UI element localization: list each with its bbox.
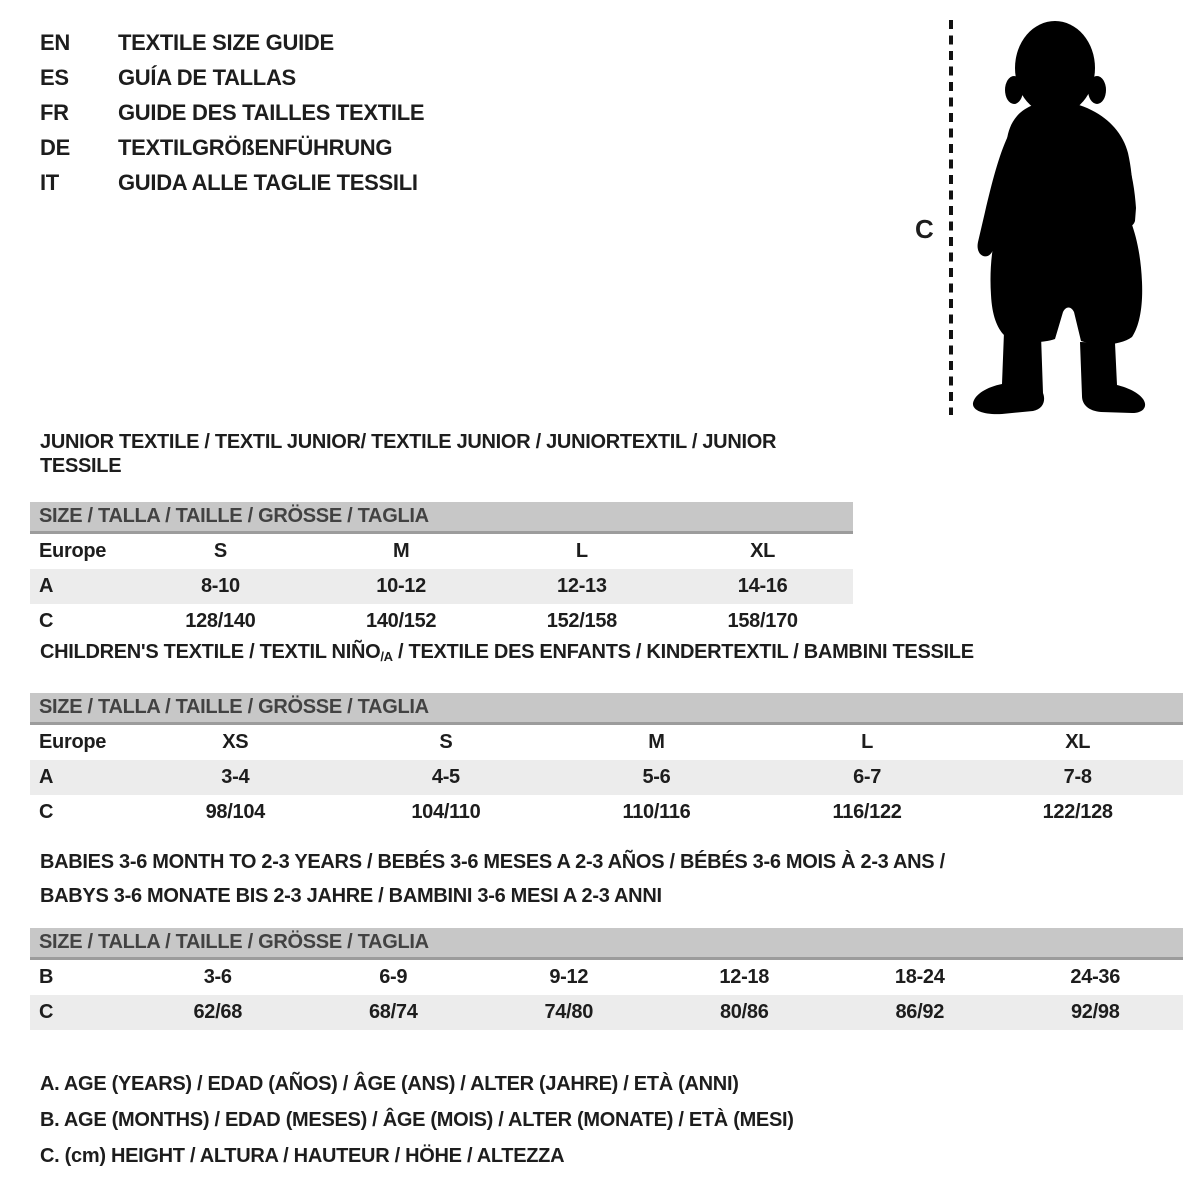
- size-cell: 5-6: [642, 766, 671, 788]
- size-cell: M: [392, 540, 410, 562]
- size-cell: 10-12: [376, 575, 426, 597]
- lang-title: TEXTILGRÖßENFÜHRUNG: [118, 135, 393, 160]
- junior-table-title: JUNIOR TEXTILE / TEXTIL JUNIOR/ TEXTILE JUNIOR / JUNIORTEXTIL / JUNIOR TESSILE: [40, 431, 777, 477]
- size-cell: 128/140: [185, 610, 256, 632]
- row-label: A: [39, 575, 54, 597]
- size-cell: 86/92: [895, 1001, 945, 1023]
- size-cell: 116/122: [832, 801, 902, 823]
- row-label: C: [39, 610, 54, 632]
- toddler-silhouette-icon: [905, 10, 1150, 422]
- size-cell: 4-5: [431, 766, 460, 788]
- size-cell: 122/128: [1042, 801, 1113, 823]
- table-row: [30, 995, 1183, 1030]
- babies-table-title: [40, 845, 1183, 913]
- size-header-bar: SIZE / TALLA / TAILLE / GRÖSSE / TAGLIA: [30, 502, 853, 534]
- lang-code: IT: [40, 170, 59, 195]
- row-label: Europe: [39, 731, 107, 753]
- size-cell: 74/80: [544, 1001, 594, 1023]
- size-header-bar: SIZE / TALLA / TAILLE / GRÖSSE / TAGLIA: [30, 693, 1183, 725]
- table-row: [30, 795, 1183, 830]
- size-cell: S: [213, 540, 227, 562]
- size-cell: 8-10: [200, 575, 240, 597]
- row-label: A: [39, 766, 54, 788]
- size-cell: 7-8: [1063, 766, 1092, 788]
- language-title-list: [40, 32, 424, 194]
- size-cell: 80/86: [719, 1001, 769, 1023]
- lang-code: FR: [40, 100, 69, 125]
- row-label: C: [39, 801, 54, 823]
- title-line: BABIES 3-6 MONTH TO 2-3 YEARS / BEBÉS 3-6 MESES A 2-3 AÑOS / BÉBÉS 3-6 MOIS À 2-3 ANS /: [40, 851, 945, 873]
- size-cell: 3-6: [203, 966, 232, 988]
- lang-title: TEXTILE SIZE GUIDE: [118, 30, 334, 55]
- title-text: / TEXTILE DES ENFANTS / KINDERTEXTIL / BAMBINI TESSILE: [392, 641, 974, 663]
- size-cell: 12-18: [719, 966, 770, 988]
- row-label: B: [39, 966, 54, 988]
- height-c-label: C: [915, 214, 934, 244]
- lang-title: GUIDE DES TAILLES TEXTILE: [118, 100, 425, 125]
- size-cell: L: [861, 731, 874, 753]
- size-cell: 104/110: [411, 801, 481, 823]
- title-text: CHILDREN'S TEXTILE / TEXTIL NIÑO: [40, 641, 381, 663]
- size-cell: 12-13: [557, 575, 607, 597]
- table-row: [30, 569, 853, 604]
- size-cell: 98/104: [205, 801, 265, 823]
- size-cell: 68/74: [368, 1001, 418, 1023]
- size-header-bar: SIZE / TALLA / TAILLE / GRÖSSE / TAGLIA: [30, 928, 1183, 960]
- size-cell: XL: [1065, 731, 1091, 753]
- lang-code: EN: [40, 30, 70, 55]
- table-row: [30, 725, 1183, 760]
- legend: [40, 1066, 794, 1174]
- row-label: C: [39, 1001, 54, 1023]
- junior-table-section: [30, 430, 853, 639]
- lang-code: ES: [40, 65, 69, 90]
- size-cell: 140/152: [366, 610, 437, 632]
- size-cell: 92/98: [1070, 1001, 1120, 1023]
- size-cell: L: [575, 540, 588, 562]
- children-table-title: [40, 640, 1183, 669]
- lang-code: DE: [40, 135, 70, 160]
- size-cell: 158/170: [727, 610, 798, 632]
- height-figure: [905, 10, 1150, 422]
- row-label: Europe: [39, 540, 107, 562]
- children-table-section: [30, 640, 1183, 830]
- size-cell: 14-16: [737, 575, 788, 597]
- size-cell: 152/158: [546, 610, 617, 632]
- babies-table-section: [30, 845, 1183, 1030]
- size-cell: 62/68: [193, 1001, 243, 1023]
- title-line: BABYS 3-6 MONATE BIS 2-3 JAHRE / BAMBINI 3-6 MESI A 2-3 ANNI: [40, 885, 662, 907]
- size-cell: S: [439, 731, 453, 753]
- size-cell: M: [648, 731, 665, 753]
- legend-line-c: C. (cm) HEIGHT / ALTURA / HAUTEUR / HÖHE / ALTEZZA: [40, 1145, 565, 1167]
- size-cell: 9-12: [549, 966, 589, 988]
- size-cell: XL: [750, 540, 776, 562]
- lang-title: GUÍA DE TALLAS: [118, 65, 296, 90]
- size-cell: 110/116: [622, 801, 691, 823]
- lang-title: GUIDA ALLE TAGLIE TESSILI: [118, 170, 418, 195]
- size-cell: 24-36: [1070, 966, 1121, 988]
- table-row: [30, 534, 853, 569]
- table-row: [30, 960, 1183, 995]
- legend-line-b: B. AGE (MONTHS) / EDAD (MESES) / ÂGE (MOIS) / ALTER (MONATE) / ETÀ (MESI): [40, 1109, 794, 1131]
- size-cell: 3-4: [221, 766, 250, 788]
- size-cell: 6-7: [853, 766, 882, 788]
- legend-line-a: A. AGE (YEARS) / EDAD (AÑOS) / ÂGE (ANS) / ALTER (JAHRE) / ETÀ (ANNI): [40, 1073, 739, 1095]
- table-row: [30, 604, 853, 639]
- table-row: [30, 760, 1183, 795]
- title-subscript: /A: [380, 649, 393, 664]
- size-cell: XS: [222, 731, 249, 753]
- size-cell: 18-24: [894, 966, 945, 988]
- size-cell: 6-9: [379, 966, 408, 988]
